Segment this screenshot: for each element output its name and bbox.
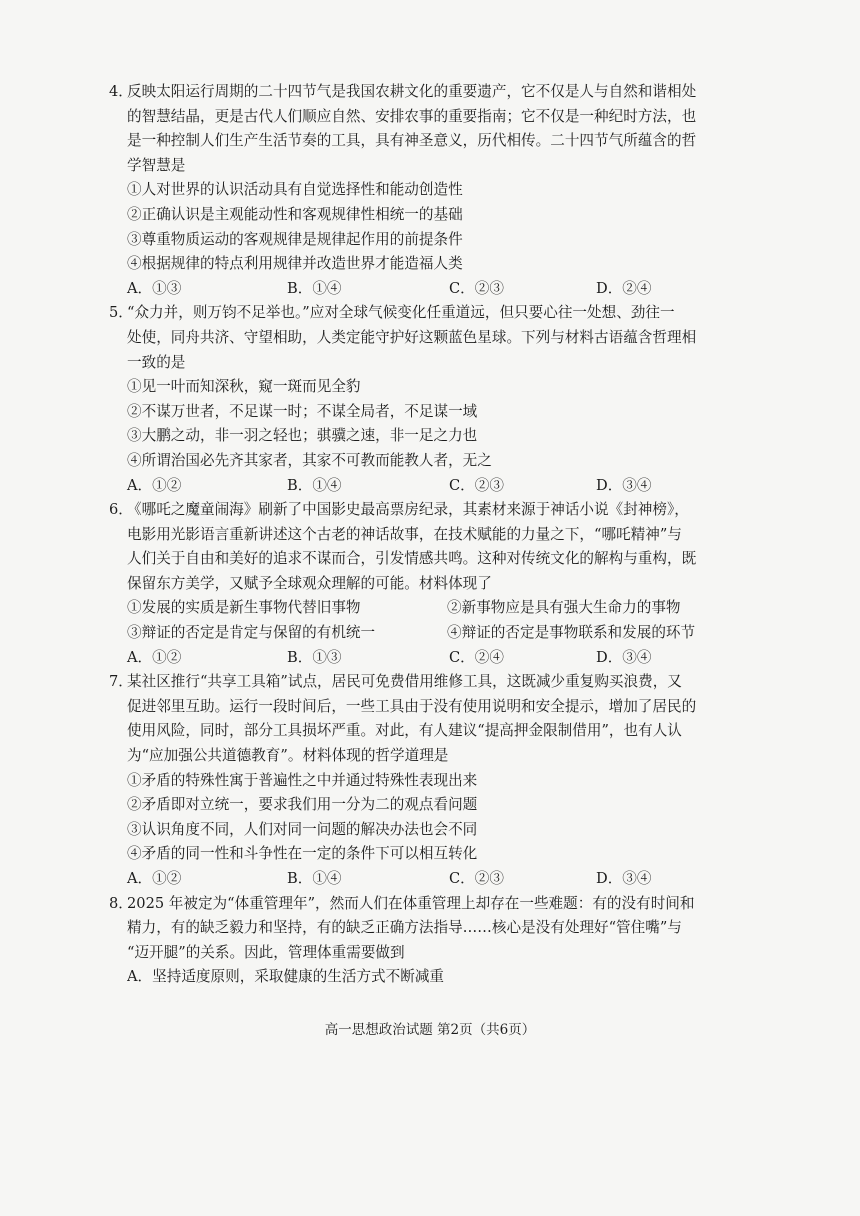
statement: ④所谓治国必先齐其家者，其家不可教而能教人者，无之 [127,451,492,469]
question-8 [109,892,742,990]
statement: ②正确认识是主观能动性和客观规律性相统一的基础 [127,205,463,223]
stem-line: 一致的是 [127,353,186,371]
stem-line: 学智慧是 [127,156,186,174]
statement: ②矛盾即对立统一，要求我们用一分为二的观点看问题 [127,796,478,814]
statement: ④辩证的否定是事物联系和发展的环节 [447,624,696,642]
statement: ③尊重物质运动的客观规律是规律起作用的前提条件 [127,230,463,248]
choice-a: A．①② [127,648,182,666]
question-stem [127,892,742,966]
choice-a: A．①② [127,476,182,494]
choice-c: C．②④ [449,648,504,666]
statement: ④矛盾的同一性和斗争性在一定的条件下可以相互转化 [127,845,478,863]
stem-line: 是一种控制人们生产生活节奏的工具，具有神圣意义，历代相传。二十四节气所蕴含的哲 [127,132,697,150]
question-stem [127,670,742,768]
statement-row [127,596,742,621]
stem-line: 处使，同舟共济、守望相助，人类定能守护好这颗蓝色星球。下列与材料古语蕴含哲理相 [127,328,697,346]
statement: ③大鹏之动，非一羽之轻也；骐骥之速，非一足之力也 [127,427,478,445]
choice-b: B．①④ [287,279,342,297]
choice-d: D．③④ [596,476,652,494]
stem-line: 反映太阳运行周期的二十四节气是我国农耕文化的重要遗产，它不仅是人与自然和谐相处 [127,83,697,100]
choice-a: A．①② [127,870,182,887]
statement: ②新事物应是具有强大生命力的事物 [447,599,681,617]
choice-c: C．②③ [449,476,504,494]
choice-b: B．①③ [287,648,342,666]
choice-b: B．①④ [287,870,342,887]
statement: ①矛盾的特殊性寓于普遍性之中并通过特殊性表现出来 [127,771,478,789]
answer-choices [127,646,742,671]
stem-line: 使用风险，同时，部分工具损坏严重。对此，有人建议“提高押金限制借用”，也有人认 [127,722,682,740]
stem-line: “迈开腿”的关系。因此，管理体重需要做到 [127,943,405,961]
stem-line: 精力，有的缺乏毅力和坚持，有的缺乏正确方法指导……核心是没有处理好“管住嘴”与 [127,919,682,937]
question-6 [109,498,742,670]
stem-line: 保留东方美学，又赋予全球观众理解的可能。材料体现了 [127,574,492,592]
statement: ④根据规律的特点利用规律并改造世界才能造福人类 [127,255,463,273]
stem-line: 电影用光影语言重新讲述这个古老的神话故事，在技术赋能的力量之下，“哪吒精神”与 [127,525,682,543]
question-number: 5． [109,304,133,322]
question-number: 6． [109,501,133,519]
stem-line: 2025 年被定为“体重管理年”，然而人们在体重管理上却存在一些难题：有的没有时间和 [127,894,695,912]
question-4 [109,80,742,301]
question-stem [127,498,742,596]
answer-choices [127,474,742,499]
choice-d: D．②④ [596,279,652,297]
choice-b: B．①④ [287,476,342,494]
stem-line: 某社区推行“共享工具箱”试点，居民可免费借用维修工具，这既减少重复购买浪费，又 [127,673,682,691]
choice-c: C．②③ [449,870,504,887]
stem-line: “众力并，则万钧不足举也。”应对全球气候变化任重道远，但只要心往一处想、劲往一 [127,304,675,322]
question-list [109,80,742,990]
stem-line: 《哪吒之魔童闹海》刷新了中国影史最高票房纪录，其素材来源于神话小说《封神榜》， [127,501,689,519]
question-number: 4． [109,83,133,100]
choice-a: A．①③ [127,279,182,297]
question-stem [127,80,742,178]
choice-c: C．②③ [449,279,504,297]
answer-choices [127,277,742,302]
choice-d: D．③④ [596,870,652,887]
stem-line: 的智慧结晶，更是古代人们顺应自然、安排农事的重要指南；它不仅是一种纪时方法，也 [127,107,697,125]
statement: ③认识角度不同，人们对同一问题的解决办法也会不同 [127,820,478,838]
page-footer: 高一思想政治试题 第2页（共6页） [324,1022,536,1038]
statement: ①人对世界的认识活动具有自觉选择性和能动创造性 [127,181,463,199]
answer-choices [127,867,742,892]
question-5 [109,301,742,498]
statement: ③辩证的否定是肯定与保留的有机统一 [127,624,376,642]
question-number: 7． [109,673,133,691]
choice-a: A．坚持适度原则，采取健康的生活方式不断减重 [127,968,445,986]
statement: ①发展的实质是新生事物代替旧事物 [127,599,361,617]
stem-line: 促进邻里互助。运行一段时间后，一些工具由于没有使用说明和安全提示，增加了居民的 [127,697,697,715]
statement: ②不谋万世者，不足谋一时；不谋全局者，不足谋一域 [127,402,478,420]
question-7 [109,670,742,891]
question-stem [127,301,742,375]
stem-line: 为“应加强公共道德教育”。材料体现的哲学道理是 [127,747,449,765]
stem-line: 人们关于自由和美好的追求不谋而合，引发情感共鸣。这种对传统文化的解构与重构，既 [127,550,697,568]
statement: ①见一叶而知深秋，窥一斑而见全豹 [127,378,361,396]
question-number: 8． [109,894,133,912]
choice-d: D．③④ [596,648,652,666]
statement-row [127,621,742,646]
